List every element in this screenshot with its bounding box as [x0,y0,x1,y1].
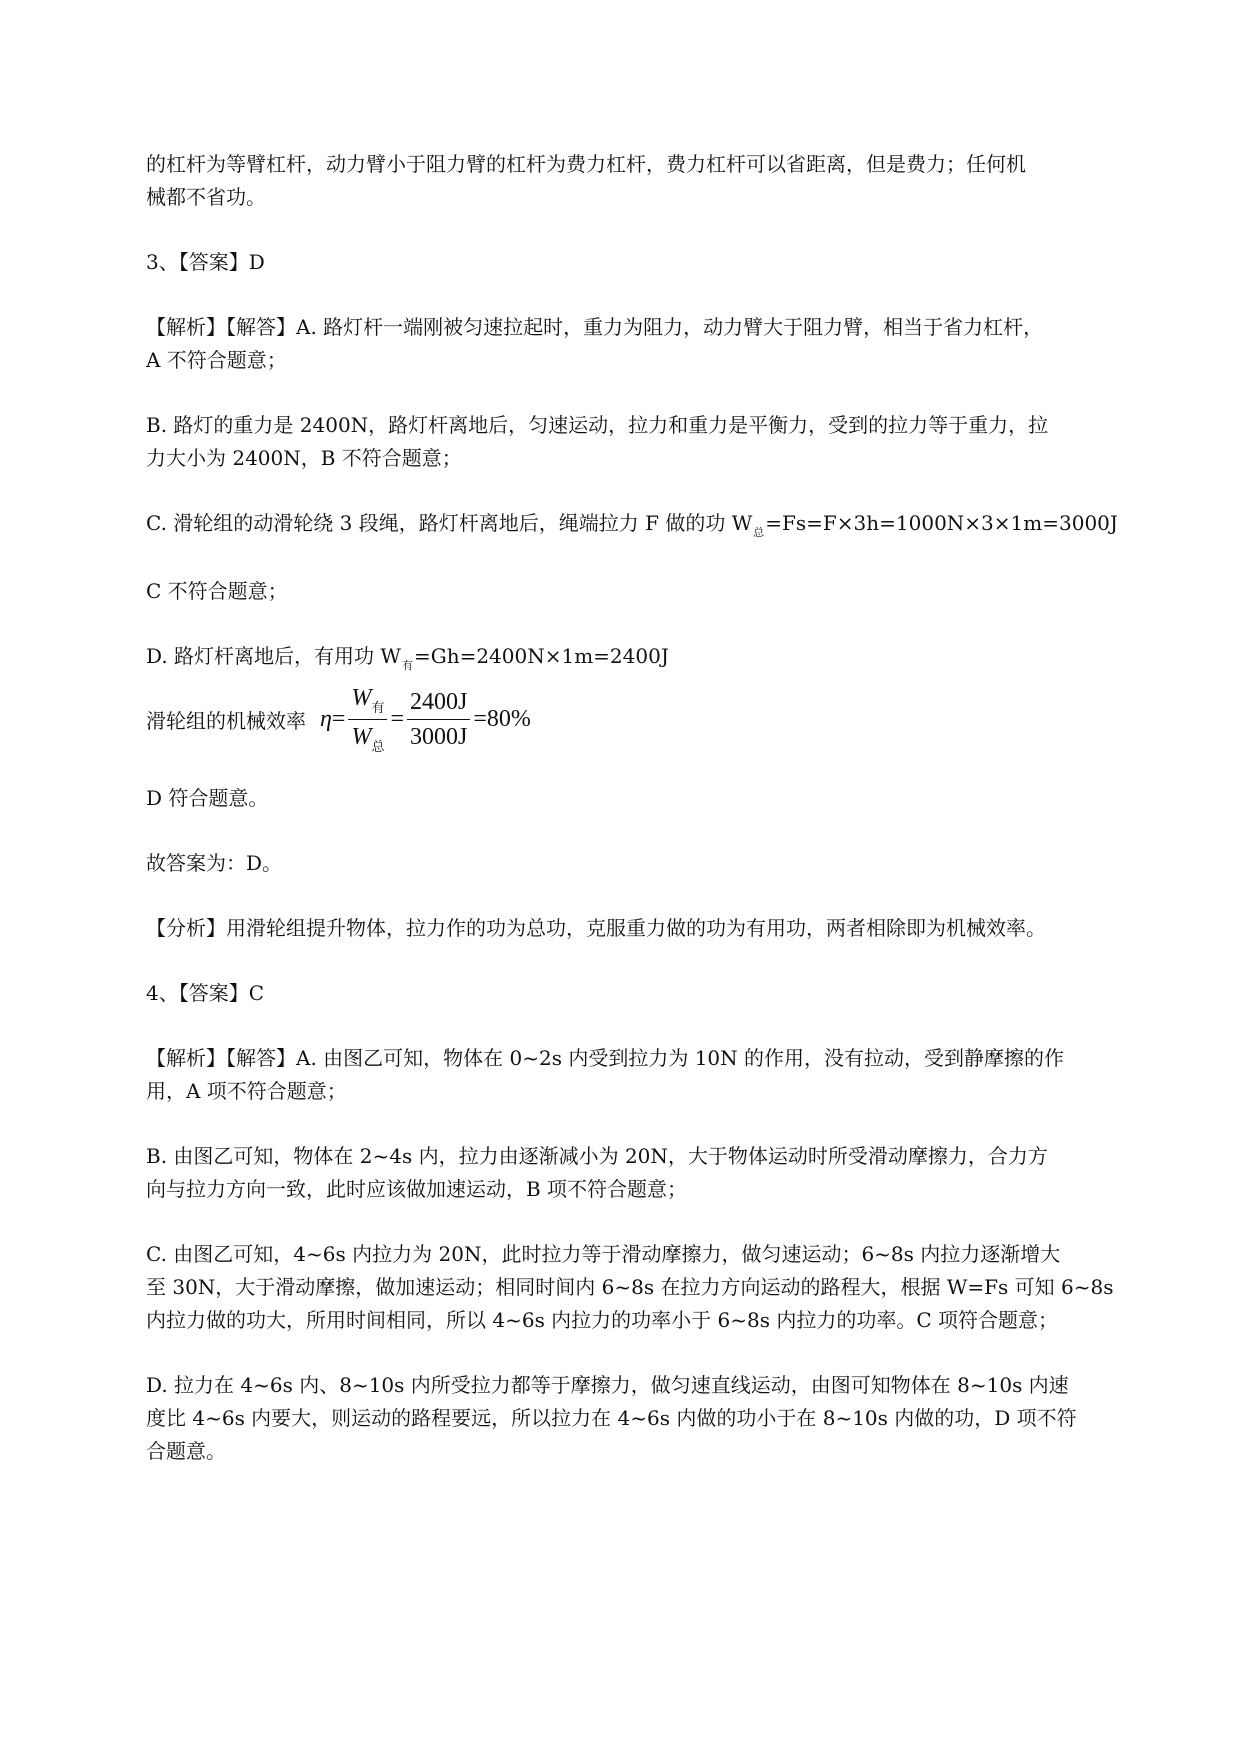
q3-answer-heading: 3、【答案】D [146,250,265,274]
q4-option-b-line1: B. 由图乙可知，物体在 2~4s 内，拉力由逐渐减小为 20N，大于物体运动时所受滑动摩擦力，合力方 [146,1144,1048,1168]
q3-c-formula: =Fs=F×3h=1000N×3×1m=3000J [765,511,1118,535]
q4-option-c-line1: C. 由图乙可知，4~6s 内拉力为 20N，此时拉力等于滑动摩擦力，做匀速运动；6~8s 内拉力逐渐增大 [146,1242,1061,1266]
q4-option-c-line2: 至 30N，大于滑动摩擦，做加速运动；相同时间内 6~8s 在拉力方向运动的路程大，根据 W=Fs 可知 6~8s [146,1275,1114,1299]
efficiency-label: 滑轮组的机械效率 [146,708,306,733]
q4-option-a-line2: 用，A 项不符合题意； [146,1079,347,1103]
q3-c-text: C. 滑轮组的动滑轮绕 3 段绳，路灯杆离地后，绳端拉力 F 做的功 W [146,511,753,535]
q3-d-text: D. 路灯杆离地后，有用功 W [146,644,401,668]
q3-option-d-line3: D 符合题意。 [146,786,269,810]
work-fraction-numerator: $W_有$ [348,683,387,720]
efficiency-formula [320,683,531,756]
work-fraction-denominator: $W_总$ [351,723,385,755]
q4-option-a-line1: 【解析】【解答】A. 由图乙可知，物体在 0~2s 内受到拉力为 10N 的作用，没有拉动，受到静摩擦的作 [146,1046,1065,1070]
equals-sign: = [390,705,405,732]
value-fraction-numerator: 2400J [407,687,470,720]
q3-option-b-line1: B. 路灯的重力是 2400N，路灯杆离地后，匀速运动，拉力和重力是平衡力，受到的拉力等于重力，拉 [146,413,1049,437]
q4-option-b-line2: 向与拉力方向一致，此时应该做加速运动，B 项不符合题意； [146,1177,688,1201]
q3-option-c-line2: C 不符合题意； [146,579,288,603]
q3-analysis: 【分析】用滑轮组提升物体，拉力作的功为总功，克服重力做的功为有用功，两者相除即为机械效率。 [146,916,1046,940]
q3-d-formula: =Gh=2400N×1m=2400J [413,644,669,668]
q3-option-b-line2: 力大小为 2400N，B 不符合题意； [146,446,462,470]
q3-conclusion: 故答案为：D。 [146,851,283,875]
value-fraction [407,687,470,752]
eta-symbol: η [320,705,332,732]
q3-option-d-line1 [146,640,1156,676]
q3-d-subscript: 有 [401,659,413,672]
q3-c-subscript: 总 [753,526,765,539]
text-line: 的杠杆为等臂杠杆，动力臂小于阻力臂的杠杆为费力杠杆，费力杠杆可以省距离，但是费力；任何机 [146,152,1026,176]
q4-answer-heading: 4、【答案】C [146,981,265,1005]
q4-option-d-line3: 合题意。 [146,1439,226,1463]
value-fraction-denominator: 3000J [410,723,468,750]
efficiency-formula-line [146,682,1156,756]
efficiency-result: =80% [473,705,531,732]
q4-option-d-line2: 度比 4~6s 内要大，则运动的路程要远，所以拉力在 4~6s 内做的功小于在 8~10s 内做的功，D 项不符 [146,1406,1077,1430]
text-line: 械都不省功。 [146,185,266,209]
q3-option-a-line2: A 不符合题意； [146,348,287,372]
work-fraction [348,683,387,756]
q3-option-c-line1 [146,507,1156,543]
q4-option-d-line1: D. 拉力在 4~6s 内、8~10s 内所受拉力都等于摩擦力，做匀速直线运动，由图可知物体在 8~10s 内速 [146,1373,1069,1397]
q4-option-c-line3: 内拉力做的功大，所用时间相同，所以 4~6s 内拉力的功率小于 6~8s 内拉力的功率。C 项符合题意； [146,1308,1059,1332]
equals-sign: = [331,705,346,732]
q3-option-a-line1: 【解析】【解答】A. 路灯杆一端刚被匀速拉起时，重力为阻力，动力臂大于阻力臂，相当于省力杠杆， [146,315,1044,339]
document-page [146,148,1156,1468]
